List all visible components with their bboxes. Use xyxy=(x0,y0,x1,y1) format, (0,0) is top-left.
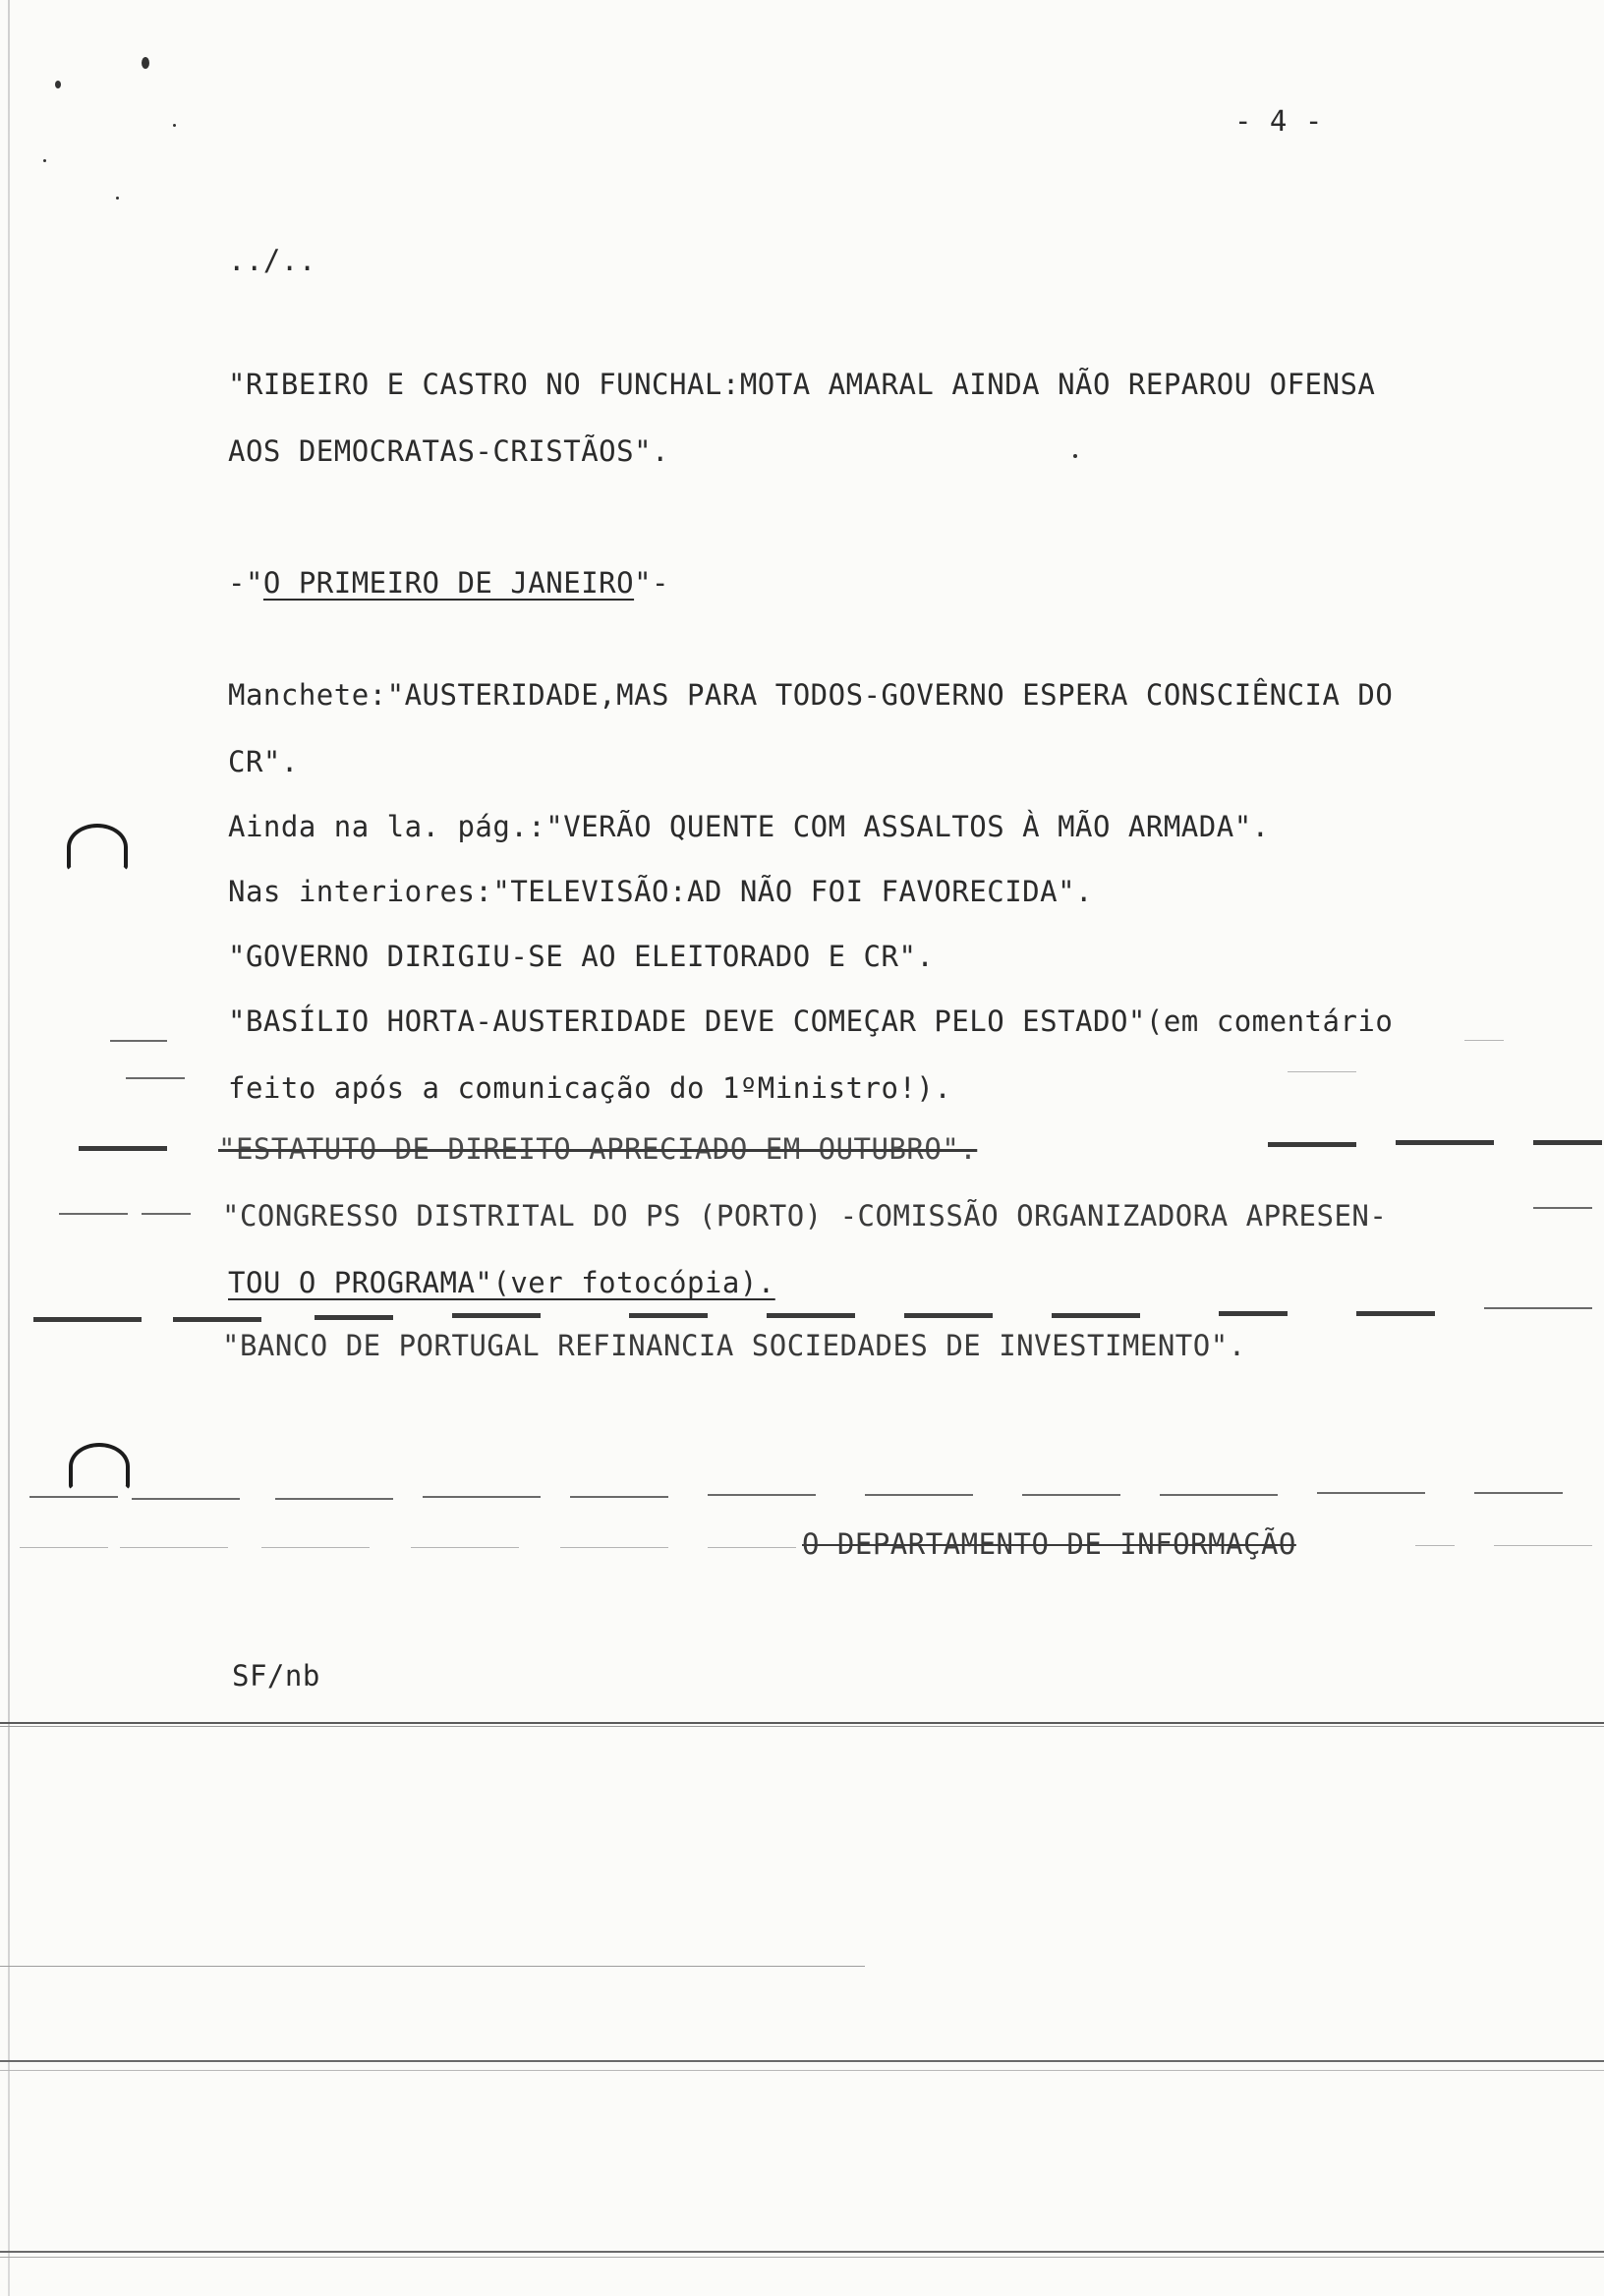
newspaper-heading-prefix: -" xyxy=(228,566,263,600)
scan-smear xyxy=(132,1498,240,1500)
headline-ribeiro-line1: "RIBEIRO E CASTRO NO FUNCHAL:MOTA AMARAL AINDA NÃO REPAROU OFENSA xyxy=(228,368,1376,401)
scan-smear xyxy=(1415,1545,1455,1546)
scan-smear xyxy=(1396,1140,1494,1145)
scan-smear xyxy=(767,1313,855,1318)
scan-smear xyxy=(275,1498,393,1500)
scan-smear xyxy=(1533,1140,1602,1145)
horizontal-rule xyxy=(0,1966,865,1967)
headline-ribeiro-line2: AOS DEMOCRATAS-CRISTÃOS". xyxy=(228,434,669,468)
scan-smear xyxy=(1474,1492,1563,1494)
scan-smear xyxy=(708,1547,796,1548)
newspaper-heading-suffix: "- xyxy=(634,566,669,600)
scan-smear xyxy=(79,1146,167,1151)
scan-smear xyxy=(1288,1071,1356,1072)
scan-smear xyxy=(1268,1142,1356,1147)
scan-smear xyxy=(120,1547,228,1548)
headline-basilio-line1: "BASÍLIO HORTA-AUSTERIDADE DEVE COMEÇAR PELO ESTADO"(em comentário xyxy=(228,1004,1394,1038)
scan-smear xyxy=(1052,1313,1140,1318)
scan-smear xyxy=(629,1313,708,1318)
scan-smear xyxy=(142,1213,191,1215)
scan-smear xyxy=(570,1496,668,1498)
horizontal-rule xyxy=(0,2070,1604,2071)
scan-smear xyxy=(33,1317,142,1322)
headline-banco: "BANCO DE PORTUGAL REFINANCIA SOCIEDADES DE INVESTIMENTO". xyxy=(222,1329,1246,1362)
headline-congresso-line1: "CONGRESSO DISTRITAL DO PS (PORTO) -COMISSÃO ORGANIZADORA APRESEN- xyxy=(222,1199,1388,1233)
headline-congresso-line2: TOU O PROGRAMA"(ver fotocópia). xyxy=(228,1266,775,1299)
scan-smear xyxy=(423,1496,541,1498)
department-signature: O DEPARTAMENTO DE INFORMAÇÃO xyxy=(802,1527,1296,1561)
scan-speck xyxy=(55,81,61,88)
headline-ainda: Ainda na la. pág.:"VERÃO QUENTE COM ASSALTOS À MÃO ARMADA". xyxy=(228,810,1270,843)
continuation-mark: ../.. xyxy=(228,244,316,277)
scan-smear xyxy=(1533,1207,1592,1209)
page-edge-shadow xyxy=(8,0,10,2296)
scan-smear xyxy=(315,1315,393,1320)
manchete-line1: Manchete:"AUSTERIDADE,MAS PARA TODOS-GOVERNO ESPERA CONSCIÊNCIA DO xyxy=(228,678,1394,712)
page-number: - 4 - xyxy=(1234,104,1323,138)
scan-smear xyxy=(1356,1311,1435,1316)
scan-smear xyxy=(1160,1494,1278,1496)
scan-smear xyxy=(904,1313,993,1318)
headline-interiores: Nas interiores:"TELEVISÃO:AD NÃO FOI FAVORECIDA". xyxy=(228,875,1094,908)
scan-speck xyxy=(1073,454,1077,458)
scan-smear xyxy=(59,1213,128,1215)
punch-hole-mark xyxy=(69,1443,130,1490)
scan-smear xyxy=(865,1494,973,1496)
scan-smear xyxy=(29,1496,118,1498)
horizontal-rule xyxy=(0,2251,1604,2253)
scan-smear xyxy=(560,1547,668,1548)
scan-smear xyxy=(1219,1311,1288,1316)
scan-speck xyxy=(43,159,46,162)
scan-smear xyxy=(1494,1545,1592,1546)
manchete-line2: CR". xyxy=(228,745,299,778)
scan-speck xyxy=(116,197,119,200)
scan-smear xyxy=(126,1077,185,1079)
scan-smear xyxy=(411,1547,519,1548)
headline-governo: "GOVERNO DIRIGIU-SE AO ELEITORADO E CR". xyxy=(228,940,935,973)
author-initials: SF/nb xyxy=(232,1659,320,1693)
scan-smear xyxy=(1022,1494,1120,1496)
horizontal-rule xyxy=(0,2257,1604,2258)
headline-basilio-line2: feito após a comunicação do 1ºMinistro!). xyxy=(228,1071,952,1105)
scan-smear xyxy=(452,1313,541,1318)
scan-smear xyxy=(708,1494,816,1496)
scan-smear xyxy=(261,1547,370,1548)
scan-speck xyxy=(173,124,176,127)
scan-speck xyxy=(142,57,149,69)
horizontal-rule xyxy=(0,2060,1604,2062)
scan-smear xyxy=(1317,1492,1425,1494)
newspaper-heading xyxy=(228,566,669,600)
newspaper-title: O PRIMEIRO DE JANEIRO xyxy=(262,566,635,600)
punch-hole-mark xyxy=(67,824,128,871)
horizontal-rule xyxy=(0,1722,1604,1724)
scan-smear xyxy=(1464,1040,1504,1041)
scan-smear xyxy=(20,1547,108,1548)
horizontal-rule xyxy=(0,1726,1604,1727)
scan-smear xyxy=(1484,1307,1592,1309)
scan-smear xyxy=(110,1040,167,1042)
headline-estatuto: "ESTATUTO DE DIREITO APRECIADO EM OUTUBRO". xyxy=(218,1132,978,1166)
scan-smear xyxy=(173,1317,261,1322)
